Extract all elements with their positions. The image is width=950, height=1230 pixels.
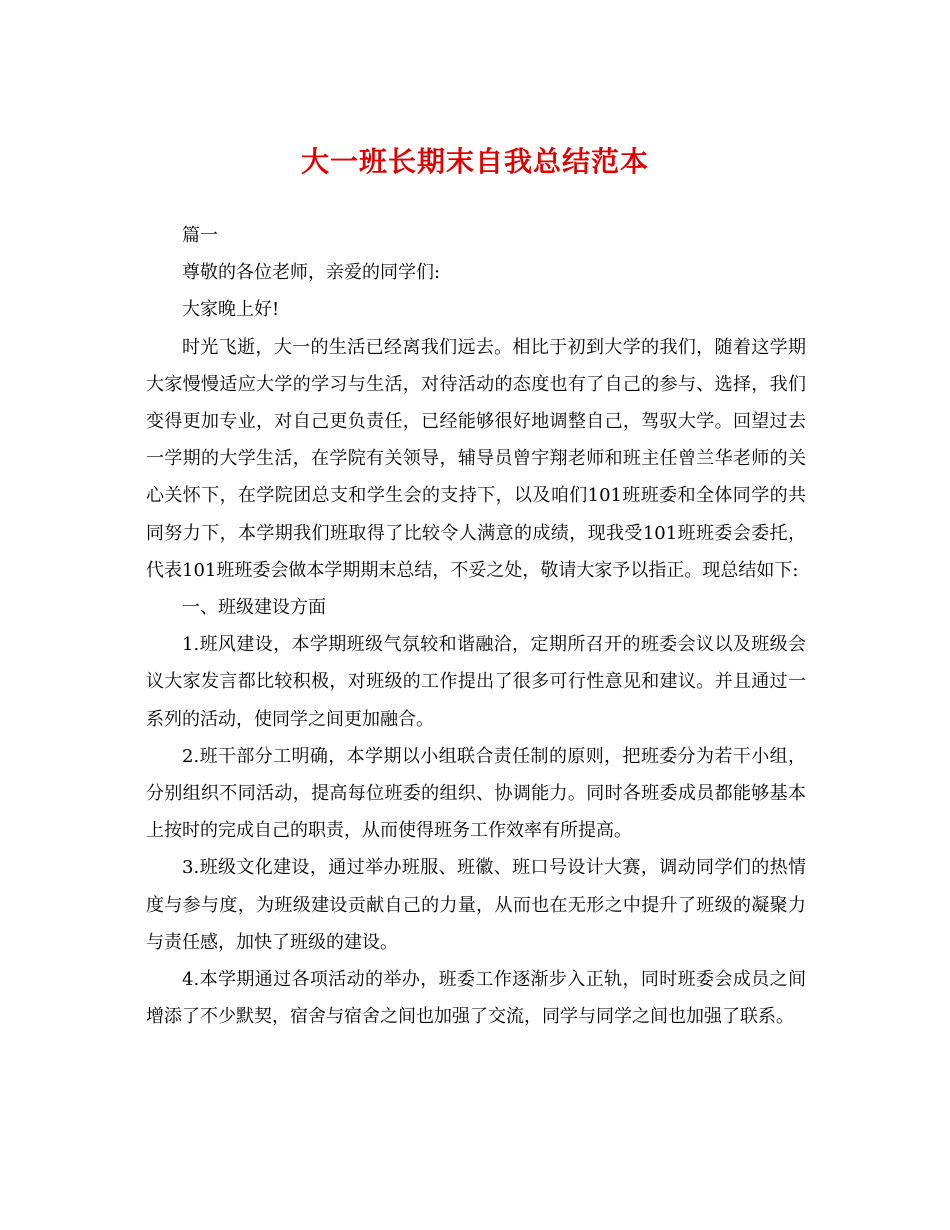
paragraph-item-2: 2.班干部分工明确，本学期以小组联合责任制的原则，把班委分为若干小组，分别组织不同活动，提高每位班委的组织、协调能力。同时各班委成员都能够基本上按时的完成自己的职责，从而使得班务工作效率有所提高。 xyxy=(146,745,806,842)
paragraph-introduction: 时光飞逝，大一的生活已经离我们远去。相比于初到大学的我们，随着这学期大家慢慢适应大学的学习与生活，对待活动的态度也有了自己的参与、选择，我们变得更加专业，对自己更负责任，已经能够很好地调整自己，驾驭大学。回望过去一学期的大学生活，在学院有关领导，辅导员曾宇翔老师和班主任曾兰华老师的关心关怀下，在学院团总支和学生会的支持下，以及咱们101班班委和全体同学的共同努力下，本学期我们班取得了比较令人满意的成绩，现我受101班班委会委托，代表101班班委会做本学期期末总结，不妥之处，敬请大家予以指正。现总结如下: xyxy=(146,336,806,581)
paragraph-item-1: 1.班风建设，本学期班级气氛较和谐融洽，定期所召开的班委会议以及班级会议大家发言都比较积极，对班级的工作提出了很多可行性意见和建议。并且通过一系列的活动，使同学之间更加融合。 xyxy=(146,634,806,730)
paragraph-greeting: 大家晚上好! xyxy=(182,299,280,321)
document-body xyxy=(146,217,806,1035)
paragraph-item-3: 3.班级文化建设，通过举办班服、班徽、班口号设计大赛，调动同学们的热情度与参与度，为班级建设贡献自己的力量，从而也在无形之中提升了班级的凝聚力与责任感，加快了班级的建设。 xyxy=(146,857,806,953)
paragraph-salutation: 尊敬的各位老师，亲爱的同学们: xyxy=(182,262,441,284)
document-title: 大一班长期末自我总结范本 xyxy=(300,145,649,178)
paragraph-heading-class-building: 一、班级建设方面 xyxy=(182,597,326,619)
paragraph-item-4: 4.本学期通过各项活动的举办，班委工作逐渐步入正轨，同时班委会成员之间增添了不少默契，宿舍与宿舍之间也加强了交流，同学与同学之间也加强了联系。 xyxy=(146,969,806,1028)
paragraph-section-label: 篇一 xyxy=(182,225,218,246)
